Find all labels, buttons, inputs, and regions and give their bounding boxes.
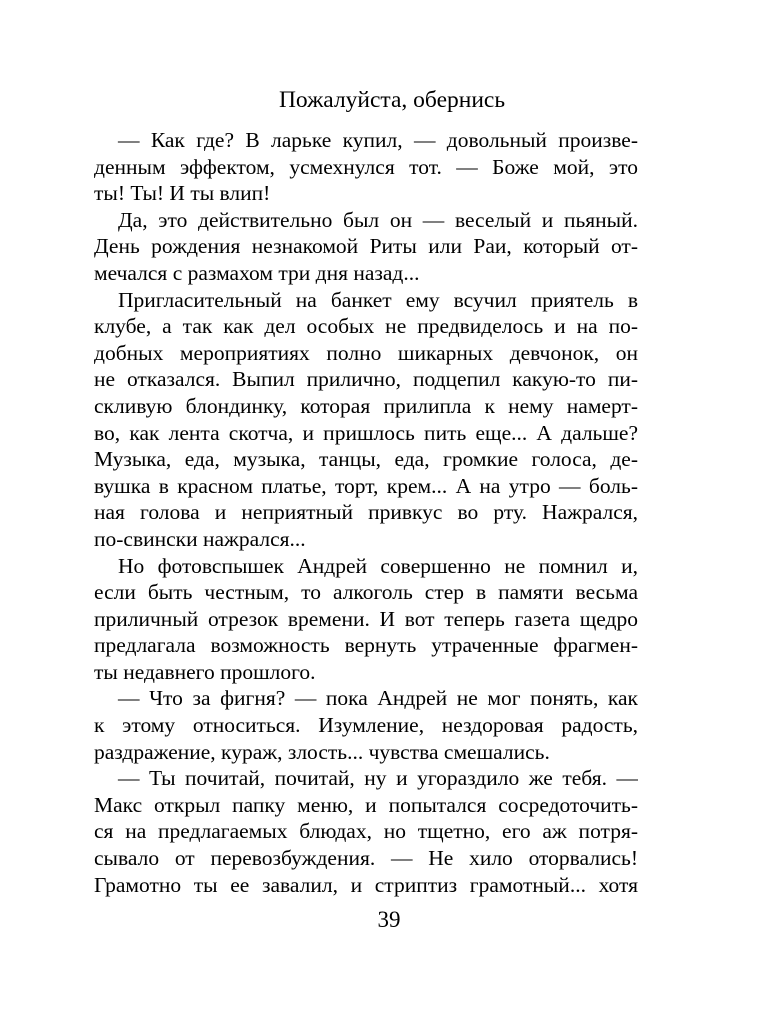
text-line: — Что за фигня? — пока Андрей не мог понять, как [118, 686, 638, 711]
page-number: 39 [377, 907, 401, 932]
text-line: мечался с размахом три дня назад... [94, 260, 420, 285]
text-line: скливую блондинку, которая прилипла к нему намерт- [94, 393, 638, 418]
text-line: не отказался. Выпил прилично, подцепил какую-то пи- [94, 367, 638, 392]
text-line: Макс открыл папку меню, и попытался сосредоточить- [94, 792, 638, 817]
text-line: ся на предлагаемых блюдах, но тщетно, его аж потря- [94, 819, 638, 844]
text-line: раздражение, кураж, злость... чувства смешались. [94, 739, 550, 764]
text-line: Пригласительный на банкет ему всучил приятель в [118, 287, 638, 312]
text-line: Музыка, еда, музыка, танцы, еда, громкие голоса, де- [94, 447, 638, 472]
text-line: вушка в красном платье, торт, крем... А на утро — боль- [94, 473, 638, 498]
text-line: предлагала возможность вернуть утраченные фрагмен- [94, 633, 638, 658]
text-line: сывало от перевозбуждения. — Не хило оторвались! [94, 846, 638, 871]
text-line: Но фотовспышек Андрей совершенно не помнил и, [118, 553, 638, 578]
text-line: денным эффектом, усмехнулся тот. — Боже мой, это [94, 154, 638, 179]
text-line: День рождения незнакомой Риты или Раи, который от- [94, 234, 638, 259]
text-line: добных мероприятиях полно шикарных девчонок, он [94, 340, 638, 365]
text-line: по-свински нажрался... [94, 526, 306, 551]
text-line: ты! Ты! И ты влип! [94, 181, 271, 206]
text-line: Да, это действительно был он — веселый и пьяный. [118, 207, 638, 232]
body-text [94, 127, 638, 898]
text-line: ты недавнего прошлого. [94, 659, 316, 684]
text-line: приличный отрезок времени. И вот теперь газета щедро [94, 606, 638, 631]
text-line: если быть честным, то алкоголь стер в памяти весьма [94, 580, 638, 605]
text-line: клубе, а так как дел особых не предвиделось и на по- [94, 314, 638, 339]
text-line: — Ты почитай, почитай, ну и угораздило же тебя. — [118, 766, 638, 791]
text-line: Грамотно ты ее завалил, и стриптиз грамотный... хотя [94, 872, 638, 897]
text-line: — Как где? В ларьке купил, — довольный произве- [118, 128, 638, 152]
text-line: во, как лента скотча, и пришлось пить еще... А дальше? [94, 420, 638, 445]
text-line: ная голова и неприятный привкус во рту. Нажрался, [94, 500, 638, 525]
running-head: Пожалуйста, обернись [278, 87, 506, 113]
text-line: к этому относиться. Изумление, нездоровая радость, [94, 713, 638, 738]
